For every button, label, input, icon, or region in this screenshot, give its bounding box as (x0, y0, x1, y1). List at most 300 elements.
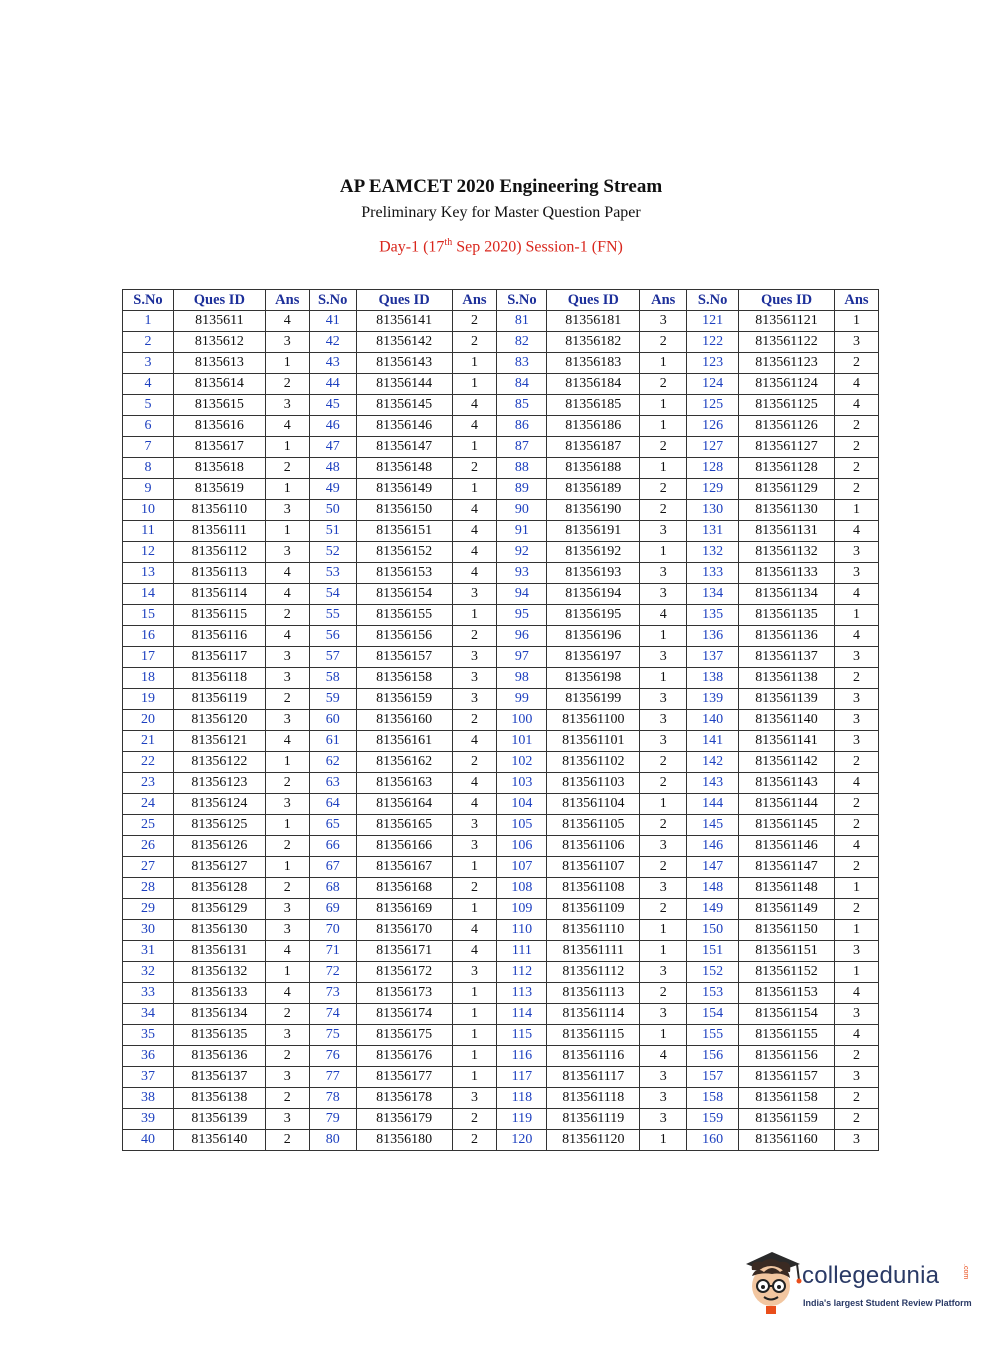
column-header: Ques ID (173, 290, 265, 311)
question-id-cell: 81356173 (356, 983, 452, 1004)
answer-cell: 2 (640, 773, 687, 794)
serial-number-cell: 74 (309, 1004, 356, 1025)
question-id-cell: 8135614 (173, 374, 265, 395)
question-id-cell: 81356140 (173, 1130, 265, 1151)
serial-number-cell: 67 (309, 857, 356, 878)
serial-number-cell: 70 (309, 920, 356, 941)
serial-number-cell: 71 (309, 941, 356, 962)
table-row (123, 437, 879, 458)
answer-cell: 1 (834, 500, 878, 521)
serial-number-cell: 100 (497, 710, 547, 731)
serial-number-cell: 138 (687, 668, 739, 689)
question-id-cell: 81356157 (356, 647, 452, 668)
answer-cell: 3 (640, 836, 687, 857)
question-id-cell: 81356194 (547, 584, 640, 605)
serial-number-cell: 145 (687, 815, 739, 836)
question-id-cell: 81356167 (356, 857, 452, 878)
serial-number-cell: 14 (123, 584, 174, 605)
question-id-cell: 813561155 (739, 1025, 835, 1046)
answer-cell: 4 (834, 983, 878, 1004)
serial-number-cell: 27 (123, 857, 174, 878)
answer-cell: 1 (452, 374, 497, 395)
serial-number-cell: 55 (309, 605, 356, 626)
question-id-cell: 81356125 (173, 815, 265, 836)
serial-number-cell: 102 (497, 752, 547, 773)
question-id-cell: 81356163 (356, 773, 452, 794)
question-id-cell: 813561124 (739, 374, 835, 395)
serial-number-cell: 52 (309, 542, 356, 563)
answer-cell: 3 (834, 689, 878, 710)
serial-number-cell: 31 (123, 941, 174, 962)
answer-cell: 1 (452, 1025, 497, 1046)
answer-cell: 4 (834, 1025, 878, 1046)
serial-number-cell: 61 (309, 731, 356, 752)
question-id-cell: 81356122 (173, 752, 265, 773)
serial-number-cell: 3 (123, 353, 174, 374)
serial-number-cell: 136 (687, 626, 739, 647)
question-id-cell: 813561139 (739, 689, 835, 710)
question-id-cell: 813561125 (739, 395, 835, 416)
question-id-cell: 8135617 (173, 437, 265, 458)
table-row (123, 941, 879, 962)
serial-number-cell: 30 (123, 920, 174, 941)
answer-cell: 3 (452, 962, 497, 983)
serial-number-cell: 85 (497, 395, 547, 416)
table-row (123, 353, 879, 374)
brand-com: .com (962, 1264, 969, 1280)
table-row (123, 1004, 879, 1025)
answer-cell: 3 (640, 878, 687, 899)
serial-number-cell: 105 (497, 815, 547, 836)
answer-cell: 1 (265, 815, 309, 836)
answer-cell: 2 (640, 332, 687, 353)
document-header (0, 174, 1002, 258)
answer-cell: 4 (265, 416, 309, 437)
answer-cell: 4 (265, 626, 309, 647)
serial-number-cell: 131 (687, 521, 739, 542)
answer-cell: 2 (834, 857, 878, 878)
answer-cell: 1 (640, 353, 687, 374)
column-header: S.No (123, 290, 174, 311)
answer-cell: 1 (265, 752, 309, 773)
answer-cell: 3 (640, 1004, 687, 1025)
answer-cell: 3 (265, 542, 309, 563)
answer-cell: 4 (834, 521, 878, 542)
question-id-cell: 813561154 (739, 1004, 835, 1025)
serial-number-cell: 89 (497, 479, 547, 500)
column-header: Ques ID (356, 290, 452, 311)
table-body (123, 311, 879, 1151)
serial-number-cell: 133 (687, 563, 739, 584)
question-id-cell: 813561140 (739, 710, 835, 731)
table-row (123, 1025, 879, 1046)
serial-number-cell: 44 (309, 374, 356, 395)
question-id-cell: 81356128 (173, 878, 265, 899)
answer-cell: 2 (640, 899, 687, 920)
question-id-cell: 813561106 (547, 836, 640, 857)
serial-number-cell: 104 (497, 794, 547, 815)
question-id-cell: 81356182 (547, 332, 640, 353)
serial-number-cell: 7 (123, 437, 174, 458)
serial-number-cell: 129 (687, 479, 739, 500)
question-id-cell: 81356155 (356, 605, 452, 626)
serial-number-cell: 39 (123, 1109, 174, 1130)
answer-cell: 1 (452, 983, 497, 1004)
serial-number-cell: 83 (497, 353, 547, 374)
question-id-cell: 813561152 (739, 962, 835, 983)
question-id-cell: 81356180 (356, 1130, 452, 1151)
serial-number-cell: 115 (497, 1025, 547, 1046)
answer-cell: 1 (640, 668, 687, 689)
answer-cell: 3 (640, 689, 687, 710)
answer-cell: 3 (452, 689, 497, 710)
answer-cell: 3 (640, 1067, 687, 1088)
page-title: AP EAMCET 2020 Engineering Stream (339, 176, 663, 197)
answer-cell: 3 (265, 920, 309, 941)
answer-cell: 3 (452, 584, 497, 605)
answer-cell: 4 (452, 500, 497, 521)
question-id-cell: 813561159 (739, 1109, 835, 1130)
question-id-cell: 813561158 (739, 1088, 835, 1109)
serial-number-cell: 97 (497, 647, 547, 668)
serial-number-cell: 20 (123, 710, 174, 731)
table-row (123, 311, 879, 332)
question-id-cell: 81356189 (547, 479, 640, 500)
answer-cell: 2 (265, 773, 309, 794)
table-row (123, 773, 879, 794)
table-row (123, 563, 879, 584)
answer-cell: 2 (834, 437, 878, 458)
serial-number-cell: 137 (687, 647, 739, 668)
question-id-cell: 81356188 (547, 458, 640, 479)
answer-cell: 2 (640, 983, 687, 1004)
question-id-cell: 813561123 (739, 353, 835, 374)
table-row (123, 1067, 879, 1088)
answer-cell: 2 (265, 605, 309, 626)
answer-cell: 3 (452, 647, 497, 668)
serial-number-cell: 152 (687, 962, 739, 983)
question-id-cell: 81356185 (547, 395, 640, 416)
question-id-cell: 81356181 (547, 311, 640, 332)
serial-number-cell: 99 (497, 689, 547, 710)
answer-cell: 1 (452, 1067, 497, 1088)
question-id-cell: 81356110 (173, 500, 265, 521)
question-id-cell: 81356141 (356, 311, 452, 332)
table-row (123, 962, 879, 983)
answer-cell: 2 (452, 752, 497, 773)
question-id-cell: 813561137 (739, 647, 835, 668)
serial-number-cell: 34 (123, 1004, 174, 1025)
session-superscript: th (444, 237, 453, 248)
question-id-cell: 81356131 (173, 941, 265, 962)
session-info (0, 228, 1002, 258)
question-id-cell: 81356132 (173, 962, 265, 983)
table-row (123, 1130, 879, 1151)
serial-number-cell: 36 (123, 1046, 174, 1067)
question-id-cell: 813561107 (547, 857, 640, 878)
question-id-cell: 81356192 (547, 542, 640, 563)
answer-cell: 4 (834, 836, 878, 857)
answer-cell: 4 (452, 920, 497, 941)
question-id-cell: 813561114 (547, 1004, 640, 1025)
serial-number-cell: 72 (309, 962, 356, 983)
answer-cell: 3 (265, 1025, 309, 1046)
question-id-cell: 81356136 (173, 1046, 265, 1067)
answer-cell: 1 (640, 794, 687, 815)
question-id-cell: 813561110 (547, 920, 640, 941)
answer-cell: 2 (834, 899, 878, 920)
question-id-cell: 81356138 (173, 1088, 265, 1109)
question-id-cell: 81356171 (356, 941, 452, 962)
answer-cell: 2 (265, 1088, 309, 1109)
answer-cell: 4 (834, 374, 878, 395)
serial-number-cell: 28 (123, 878, 174, 899)
answer-cell: 4 (452, 521, 497, 542)
serial-number-cell: 101 (497, 731, 547, 752)
question-id-cell: 813561144 (739, 794, 835, 815)
answer-cell: 1 (452, 857, 497, 878)
question-id-cell: 81356151 (356, 521, 452, 542)
serial-number-cell: 73 (309, 983, 356, 1004)
serial-number-cell: 76 (309, 1046, 356, 1067)
answer-cell: 3 (265, 647, 309, 668)
serial-number-cell: 93 (497, 563, 547, 584)
serial-number-cell: 42 (309, 332, 356, 353)
answer-cell: 1 (452, 1004, 497, 1025)
question-id-cell: 81356175 (356, 1025, 452, 1046)
serial-number-cell: 155 (687, 1025, 739, 1046)
question-id-cell: 81356178 (356, 1088, 452, 1109)
question-id-cell: 81356187 (547, 437, 640, 458)
answer-cell: 4 (452, 794, 497, 815)
serial-number-cell: 80 (309, 1130, 356, 1151)
table-row (123, 500, 879, 521)
serial-number-cell: 15 (123, 605, 174, 626)
question-id-cell: 813561132 (739, 542, 835, 563)
serial-number-cell: 45 (309, 395, 356, 416)
serial-number-cell: 135 (687, 605, 739, 626)
serial-number-cell: 130 (687, 500, 739, 521)
serial-number-cell: 98 (497, 668, 547, 689)
serial-number-cell: 156 (687, 1046, 739, 1067)
answer-cell: 2 (265, 689, 309, 710)
question-id-cell: 81356199 (547, 689, 640, 710)
table-row (123, 521, 879, 542)
serial-number-cell: 17 (123, 647, 174, 668)
answer-cell: 4 (452, 731, 497, 752)
brand-name: collegedunia (802, 1262, 940, 1289)
question-id-cell: 813561103 (547, 773, 640, 794)
answer-cell: 2 (834, 815, 878, 836)
answer-cell: 3 (265, 500, 309, 521)
answer-cell: 3 (640, 584, 687, 605)
table-row (123, 458, 879, 479)
serial-number-cell: 103 (497, 773, 547, 794)
question-id-cell: 813561160 (739, 1130, 835, 1151)
question-id-cell: 813561109 (547, 899, 640, 920)
question-id-cell: 81356174 (356, 1004, 452, 1025)
question-id-cell: 81356156 (356, 626, 452, 647)
serial-number-cell: 121 (687, 311, 739, 332)
answer-cell: 2 (834, 353, 878, 374)
table-row (123, 899, 879, 920)
answer-cell: 2 (452, 710, 497, 731)
serial-number-cell: 87 (497, 437, 547, 458)
answer-cell: 4 (834, 626, 878, 647)
answer-cell: 1 (265, 437, 309, 458)
serial-number-cell: 29 (123, 899, 174, 920)
serial-number-cell: 8 (123, 458, 174, 479)
question-id-cell: 813561147 (739, 857, 835, 878)
question-id-cell: 813561148 (739, 878, 835, 899)
table-row (123, 1046, 879, 1067)
column-header: Ans (640, 290, 687, 311)
question-id-cell: 81356158 (356, 668, 452, 689)
table-row (123, 395, 879, 416)
serial-number-cell: 114 (497, 1004, 547, 1025)
serial-number-cell: 111 (497, 941, 547, 962)
answer-cell: 3 (834, 332, 878, 353)
answer-cell: 4 (834, 773, 878, 794)
answer-cell: 3 (640, 1109, 687, 1130)
question-id-cell: 81356146 (356, 416, 452, 437)
serial-number-cell: 147 (687, 857, 739, 878)
serial-number-cell: 43 (309, 353, 356, 374)
question-id-cell: 813561156 (739, 1046, 835, 1067)
answer-key-table (122, 289, 879, 1151)
serial-number-cell: 26 (123, 836, 174, 857)
question-id-cell: 81356124 (173, 794, 265, 815)
answer-cell: 1 (452, 437, 497, 458)
table-header-row (123, 290, 879, 311)
question-id-cell: 813561108 (547, 878, 640, 899)
question-id-cell: 813561149 (739, 899, 835, 920)
question-id-cell: 8135612 (173, 332, 265, 353)
answer-cell: 4 (640, 1046, 687, 1067)
serial-number-cell: 63 (309, 773, 356, 794)
question-id-cell: 813561117 (547, 1067, 640, 1088)
serial-number-cell: 53 (309, 563, 356, 584)
serial-number-cell: 108 (497, 878, 547, 899)
serial-number-cell: 19 (123, 689, 174, 710)
serial-number-cell: 86 (497, 416, 547, 437)
answer-cell: 3 (834, 941, 878, 962)
column-header: S.No (497, 290, 547, 311)
serial-number-cell: 107 (497, 857, 547, 878)
serial-number-cell: 48 (309, 458, 356, 479)
question-id-cell: 813561141 (739, 731, 835, 752)
question-id-cell: 813561143 (739, 773, 835, 794)
serial-number-cell: 148 (687, 878, 739, 899)
answer-cell: 3 (265, 668, 309, 689)
answer-cell: 1 (640, 416, 687, 437)
serial-number-cell: 120 (497, 1130, 547, 1151)
serial-number-cell: 50 (309, 500, 356, 521)
table-row (123, 815, 879, 836)
question-id-cell: 81356113 (173, 563, 265, 584)
answer-cell: 3 (834, 1004, 878, 1025)
question-id-cell: 81356196 (547, 626, 640, 647)
question-id-cell: 81356111 (173, 521, 265, 542)
question-id-cell: 81356190 (547, 500, 640, 521)
answer-cell: 1 (834, 920, 878, 941)
serial-number-cell: 56 (309, 626, 356, 647)
answer-cell: 4 (452, 941, 497, 962)
serial-number-cell: 142 (687, 752, 739, 773)
answer-cell: 3 (834, 710, 878, 731)
question-id-cell: 81356142 (356, 332, 452, 353)
table-row (123, 731, 879, 752)
answer-cell: 3 (452, 1088, 497, 1109)
answer-cell: 4 (452, 395, 497, 416)
question-id-cell: 813561116 (547, 1046, 640, 1067)
session-prefix: Day-1 (17 (379, 238, 445, 256)
question-id-cell: 81356154 (356, 584, 452, 605)
answer-cell: 2 (452, 878, 497, 899)
question-id-cell: 81356116 (173, 626, 265, 647)
serial-number-cell: 95 (497, 605, 547, 626)
question-id-cell: 813561101 (547, 731, 640, 752)
serial-number-cell: 24 (123, 794, 174, 815)
table-row (123, 794, 879, 815)
serial-number-cell: 22 (123, 752, 174, 773)
mascot-icon (742, 1250, 802, 1316)
serial-number-cell: 151 (687, 941, 739, 962)
column-header: Ans (834, 290, 878, 311)
question-id-cell: 813561104 (547, 794, 640, 815)
serial-number-cell: 82 (497, 332, 547, 353)
question-id-cell: 813561157 (739, 1067, 835, 1088)
serial-number-cell: 32 (123, 962, 174, 983)
column-header: S.No (309, 290, 356, 311)
question-id-cell: 81356198 (547, 668, 640, 689)
column-header: Ques ID (547, 290, 640, 311)
answer-cell: 4 (452, 416, 497, 437)
answer-cell: 1 (452, 353, 497, 374)
serial-number-cell: 37 (123, 1067, 174, 1088)
column-header: Ans (452, 290, 497, 311)
answer-cell: 2 (265, 1046, 309, 1067)
session-suffix: Sep 2020) Session-1 (FN) (452, 238, 623, 256)
question-id-cell: 813561134 (739, 584, 835, 605)
answer-cell: 2 (452, 332, 497, 353)
answer-cell: 1 (265, 962, 309, 983)
serial-number-cell: 154 (687, 1004, 739, 1025)
answer-cell: 3 (640, 521, 687, 542)
answer-cell: 4 (265, 311, 309, 332)
page-subtitle: Preliminary Key for Master Question Paper (361, 204, 641, 221)
question-id-cell: 813561126 (739, 416, 835, 437)
serial-number-cell: 9 (123, 479, 174, 500)
brand-tagline: India's largest Student Review Platform (803, 1298, 972, 1308)
serial-number-cell: 66 (309, 836, 356, 857)
question-id-cell: 8135618 (173, 458, 265, 479)
question-id-cell: 81356162 (356, 752, 452, 773)
question-id-cell: 813561119 (547, 1109, 640, 1130)
question-id-cell: 813561135 (739, 605, 835, 626)
collegedunia-logo (742, 1250, 972, 1320)
table-row (123, 1088, 879, 1109)
answer-cell: 1 (640, 941, 687, 962)
serial-number-cell: 92 (497, 542, 547, 563)
question-id-cell: 81356159 (356, 689, 452, 710)
question-id-cell: 813561113 (547, 983, 640, 1004)
serial-number-cell: 158 (687, 1088, 739, 1109)
answer-cell: 3 (265, 899, 309, 920)
answer-cell: 3 (265, 794, 309, 815)
question-id-cell: 81356193 (547, 563, 640, 584)
question-id-cell: 81356168 (356, 878, 452, 899)
